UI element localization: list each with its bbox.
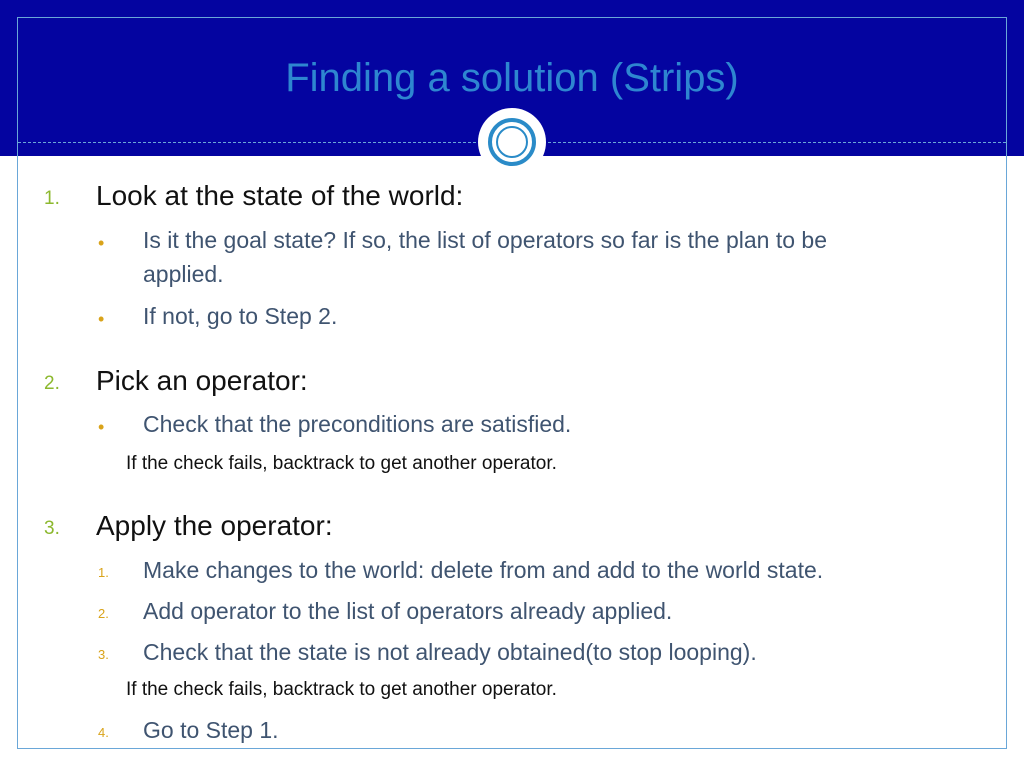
step-number: 3. [44, 518, 60, 539]
substep-number: 2. [98, 606, 109, 621]
bullet-text: If not, go to Step 2. [143, 303, 338, 329]
bullet-text: Is it the goal state? If so, the list of operators so far is the plan to be [143, 227, 827, 253]
step-note: If the check fails, backtrack to get another operator. [126, 453, 557, 474]
step-heading: Look at the state of the world: [96, 180, 464, 211]
substep-number: 4. [98, 725, 109, 740]
step-number: 2. [44, 373, 60, 394]
bullet-marker: • [98, 233, 105, 253]
bullet-text-continuation: applied. [143, 261, 224, 287]
bullet-marker: • [98, 417, 105, 437]
step-heading: Apply the operator: [96, 510, 333, 541]
bullet-text: Check that the preconditions are satisfied. [143, 411, 572, 437]
substep-text: Go to Step 1. [143, 717, 279, 743]
substep-number: 1. [98, 565, 109, 580]
bullet-marker: • [98, 309, 105, 329]
step-number: 1. [44, 188, 60, 209]
slide-title: Finding a solution (Strips) [285, 56, 739, 100]
substep-number: 3. [98, 647, 109, 662]
step-heading: Pick an operator: [96, 365, 308, 396]
substep-text: Check that the state is not already obtained(to stop looping). [143, 639, 757, 665]
substep-text: Add operator to the list of operators already applied. [143, 598, 673, 624]
substep-text: Make changes to the world: delete from and add to the world state. [143, 557, 824, 583]
step-note: If the check fails, backtrack to get another operator. [126, 679, 557, 700]
